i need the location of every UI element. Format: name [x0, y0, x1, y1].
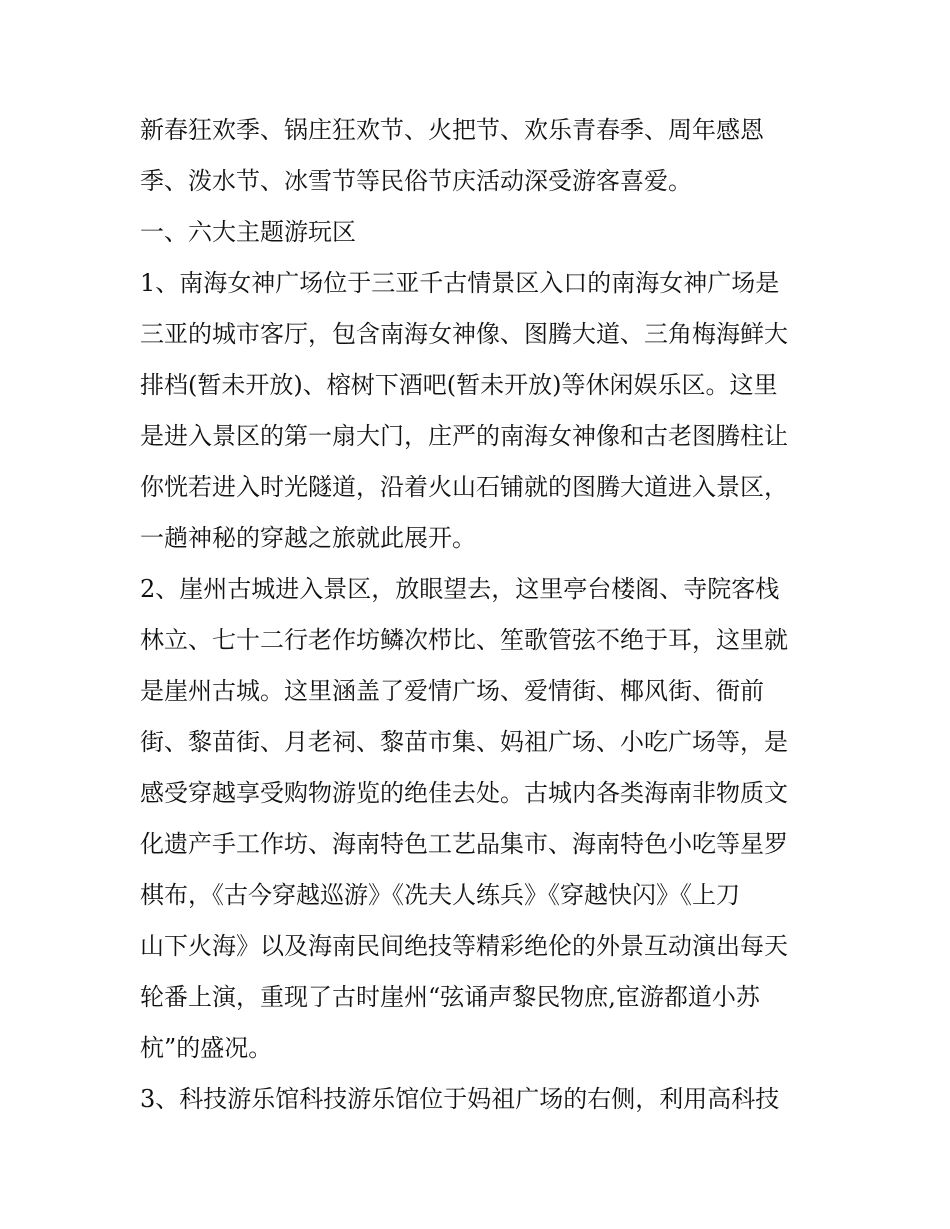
text-line: 一趟神秘的穿越之旅就此展开。 [140, 524, 476, 552]
text-line: 你恍若进入时光隧道，沿着火山石铺就的图腾大道进入景区， [140, 473, 788, 501]
text-line: 感受穿越享受购物游览的绝佳去处。古城内各类海南非物质文 [140, 779, 788, 807]
text-line: 轮番上演，重现了古时崖州“弦诵声黎民物庶,宦游都道小苏 [140, 983, 760, 1011]
text-line: 三亚的城市客厅，包含南海女神像、图腾大道、三角梅海鲜大 [140, 320, 788, 348]
text-line: 化遗产手工作坊、海南特色工艺品集市、海南特色小吃等星罗 [140, 830, 788, 858]
text-line: 季、泼水节、冰雪节等民俗节庆活动深受游客喜爱。 [140, 167, 692, 195]
body-text [140, 105, 815, 1125]
text-line: 棋布，《古今穿越巡游》《冼夫人练兵》《穿越快闪》《上刀 [140, 881, 740, 909]
text-line: 山下火海》以及海南民间绝技等精彩绝伦的外景互动演出每天 [140, 932, 788, 960]
text-line: 1、南海女神广场位于三亚千古情景区入口的南海女神广场是 [140, 269, 780, 297]
text-line: 2、崖州古城进入景区，放眼望去，这里亭台楼阁、寺院客栈 [140, 575, 780, 603]
text-line: 排档(暂未开放)、榕树下酒吧(暂未开放)等休闲娱乐区。这里 [140, 371, 778, 399]
text-line: 杭”的盛况。 [140, 1034, 273, 1062]
text-line: 是崖州古城。这里涵盖了爱情广场、爱情街、椰风街、衙前 [140, 677, 764, 705]
text-line: 街、黎苗街、月老祠、黎苗市集、妈祖广场、小吃广场等，是 [140, 728, 788, 756]
section-heading: 一、六大主题游玩区 [140, 218, 356, 246]
text-line: 是进入景区的第一扇大门，庄严的南海女神像和古老图腾柱让 [140, 422, 788, 450]
text-line: 新春狂欢季、锅庄狂欢节、火把节、欢乐青春季、周年感恩 [140, 116, 764, 144]
text-line: 3、科技游乐馆科技游乐馆位于妈祖广场的右侧，利用高科技 [140, 1085, 780, 1113]
text-line: 林立、七十二行老作坊鳞次栉比、笙歌管弦不绝于耳，这里就 [140, 626, 788, 654]
